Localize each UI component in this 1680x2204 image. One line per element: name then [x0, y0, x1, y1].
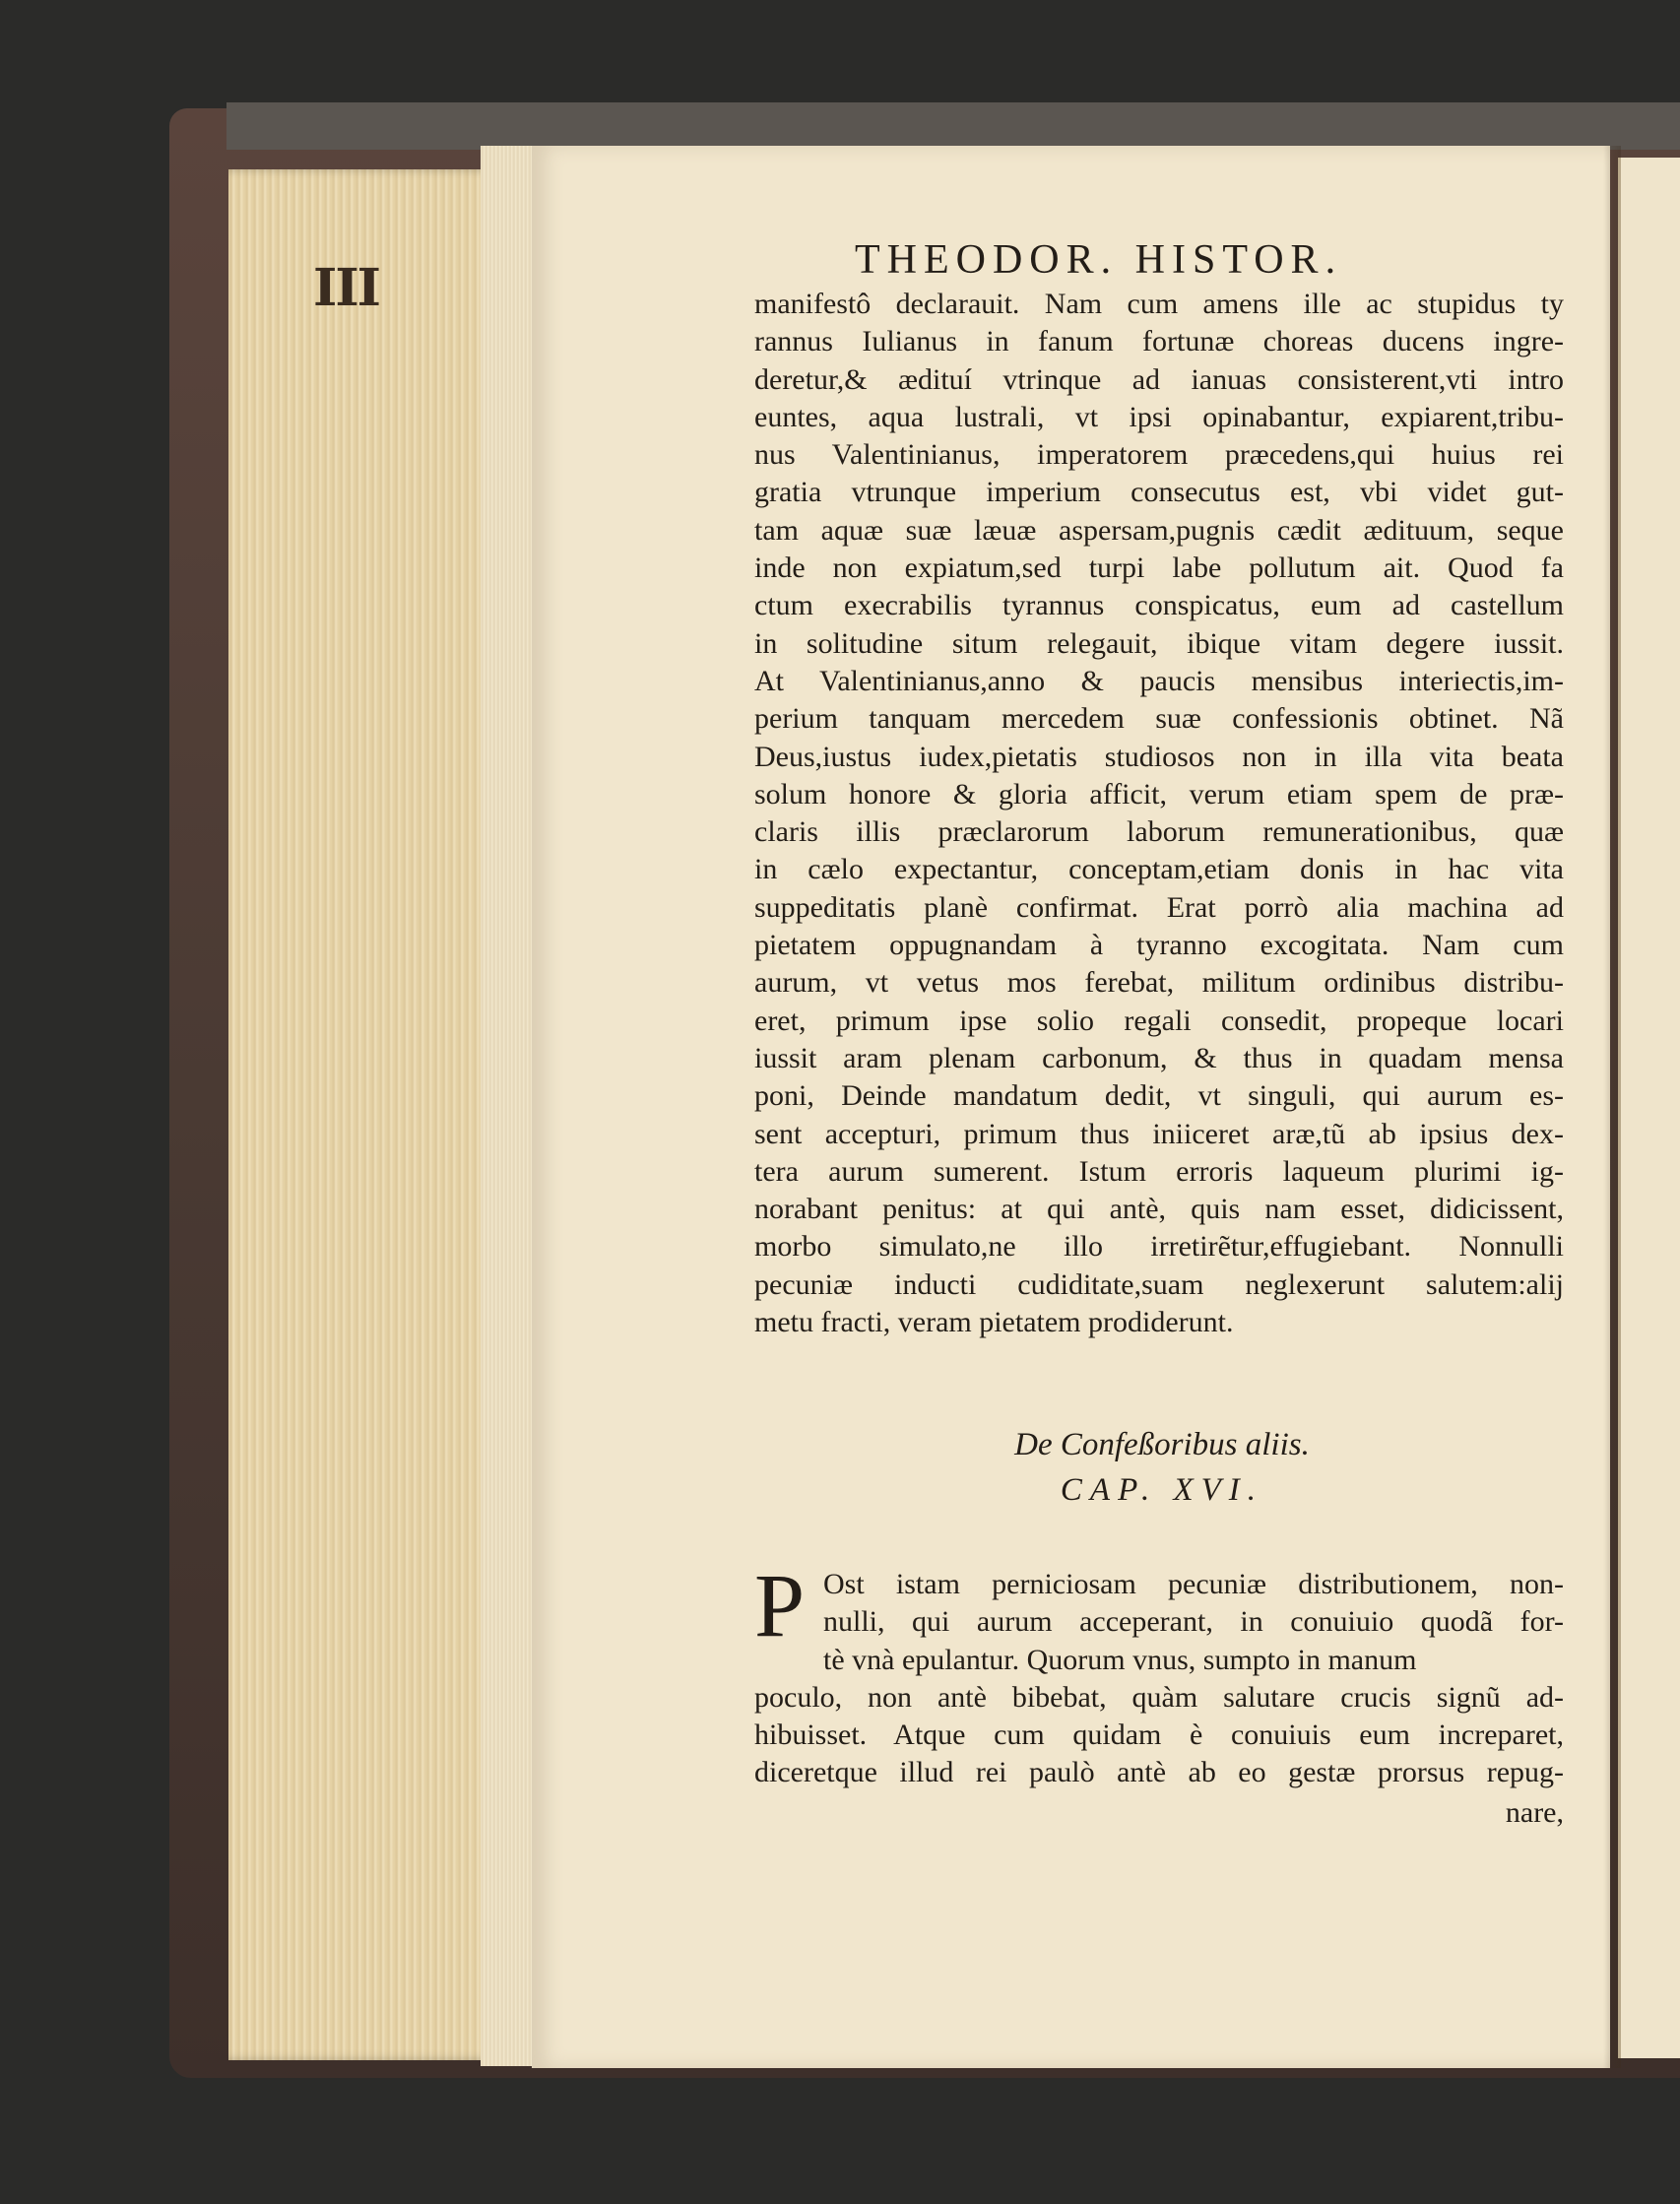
- text-line: nus Valentinianus, imperatorem præcedens,qui huius rei: [754, 438, 1564, 472]
- chapter-text: [754, 1555, 1564, 1792]
- text-line: in cælo expectantur, conceptam,etiam donis in hac vita: [754, 853, 1564, 886]
- text-line: nulli, qui aurum acceperant, in conuiuio quodã for-: [823, 1605, 1564, 1639]
- text-line: euntes, aqua lustrali, vt ipsi opinabantur, expiarent,tribu-: [754, 400, 1564, 433]
- text-line: morbo simulato,ne illo irretirẽtur,effugiebant. Nonnulli: [754, 1230, 1564, 1264]
- running-head: THEODOR. HISTOR.: [855, 237, 1343, 283]
- fore-edge-pages: [228, 169, 524, 2060]
- text-line: poculo, non antè bibebat, quàm salutare crucis signũ ad-: [754, 1680, 1564, 1714]
- text-line: norabant penitus: at qui antè, quis nam esset, didicissent,: [754, 1193, 1564, 1226]
- chapter-number: CAP. XVI.: [1060, 1472, 1264, 1508]
- chapter-title: De Confeßoribus aliis.: [1014, 1427, 1310, 1462]
- page-edge-stack: [481, 146, 536, 2066]
- text-line: inde non expiatum,sed turpi labe pollutum ait. Quod fa: [754, 551, 1564, 585]
- text-line: diceretque illud rei paulò antè ab eo gestæ prorsus repug-: [754, 1756, 1564, 1789]
- text-line: ctum execrabilis tyrannus conspicatus, eum ad castellum: [754, 589, 1564, 622]
- fore-edge-mark: III: [313, 258, 379, 318]
- text-line: hibuisset. Atque cum quidam è conuiuis eum increparet,: [754, 1718, 1564, 1752]
- text-line: Deus,iustus iudex,pietatis studiosos non in illa vita beata: [754, 740, 1564, 773]
- text-line: aurum, vt vetus mos ferebat, militum ordinibus distribu-: [754, 966, 1564, 1000]
- text-line: claris illis præclarorum laborum remunerationibus, quæ: [754, 815, 1564, 849]
- catchword: nare,: [1505, 1796, 1564, 1829]
- text-line: tè vnà epulantur. Quorum vnus, sumpto in manum: [823, 1643, 1417, 1676]
- facing-page-edge: [1618, 158, 1680, 2058]
- text-line: tam aquæ suæ læuæ aspersam,pugnis cædit ædituum, seque: [754, 513, 1564, 547]
- text-line: manifestô declarauit. Nam cum amens ille ac stupidus ty: [754, 288, 1564, 320]
- text-line: deretur,& ædituí vtrinque ad ianuas consisterent,vti intro: [754, 362, 1564, 396]
- drop-capital: P: [754, 1555, 806, 1655]
- chapter-heading: [985, 1422, 1339, 1513]
- book-headband: [226, 102, 1680, 150]
- text-line: poni, Deinde mandatum dedit, vt singuli, qui aurum es-: [754, 1079, 1564, 1113]
- text-line: suppeditatis planè confirmat. Erat porrò alia machina ad: [754, 890, 1564, 924]
- text-line: eret, primum ipse solio regali consedit, propeque locari: [754, 1004, 1564, 1037]
- text-line: tera aurum sumerent. Istum erroris laqueum plurimi ig-: [754, 1154, 1564, 1188]
- text-line: gratia vtrunque imperium consecutus est, vbi videt gut-: [754, 476, 1564, 509]
- text-line: sent accepturi, primum thus iniiceret aræ,tũ ab ipsius dex-: [754, 1117, 1564, 1150]
- text-line: pietatem oppugnandam à tyranno excogitata. Nam cum: [754, 929, 1564, 962]
- text-line: rannus Iulianus in fanum fortunæ choreas ducens ingre-: [754, 325, 1564, 358]
- body-text: [754, 286, 1564, 1341]
- text-line: iussit aram plenam carbonum, & thus in quadam mensa: [754, 1041, 1564, 1074]
- text-line: metu fracti, veram pietatem prodiderunt.: [754, 1306, 1234, 1339]
- text-line: Ost istam perniciosam pecuniæ distributionem, non-: [823, 1568, 1564, 1600]
- text-line: in solitudine situm relegauit, ibique vitam degere iussit.: [754, 626, 1564, 660]
- text-line: pecuniæ inducti cudiditate,suam neglexerunt salutem:alij: [754, 1267, 1564, 1301]
- text-line: At Valentinianus,anno & paucis mensibus interiectis,im-: [754, 664, 1564, 697]
- text-line: perium tanquam mercedem suæ confessionis obtinet. Nã: [754, 702, 1564, 736]
- text-line: solum honore & gloria afficit, verum etiam spem de præ-: [754, 777, 1564, 810]
